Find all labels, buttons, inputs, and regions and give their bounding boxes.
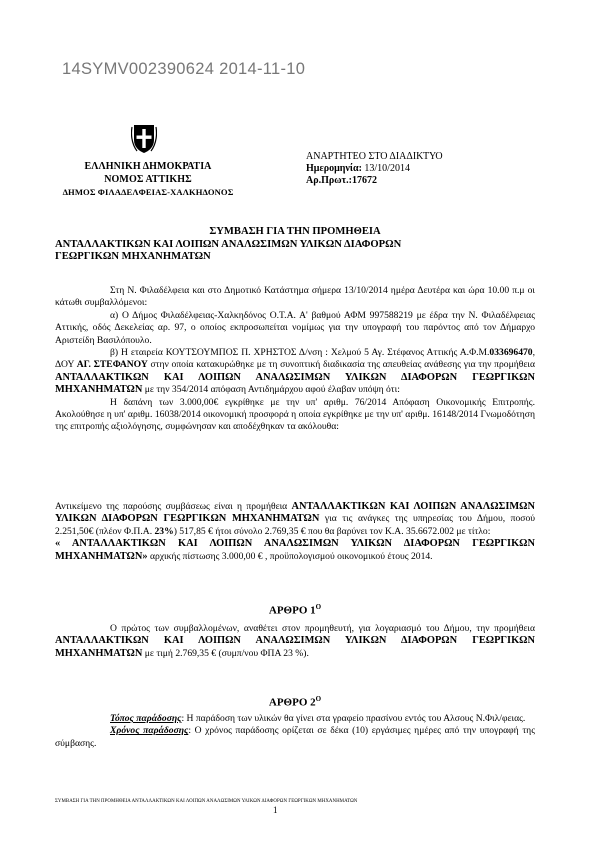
title-line-3: ΓΕΩΡΓΙΚΩΝ ΜΗΧΑΝΗΜΑΤΩΝ (55, 251, 211, 262)
issuer-prefecture: ΝΟΜΟΣ ΑΤΤΙΚΗΣ (104, 174, 192, 185)
preamble-text-1: Στη Ν. Φιλαδέλφεια και στο Δημοτικό Κατάστημα σήμερα 13/10/2014 ημέρα Δευτέρα και ώρα 10.00 π.μ οι κάτωθι συμβαλλόμενοι: (55, 285, 535, 309)
contract-title (55, 226, 535, 264)
issuer-header (58, 160, 238, 199)
article-1-heading (55, 603, 535, 617)
delivery-place (55, 713, 535, 725)
supplier-doy: ΑΓ. ΣΤΕΦΑΝΟΥ (76, 359, 148, 371)
procurement-item: ΑΝΤΑΛΛΑΚΤΙΚΩΝ ΚΑΙ ΛΟΙΠΩΝ ΑΝΑΛΩΣΙΜΩΝ ΥΛΙΚΩΝ ΔΙΑΦΟΡΩΝ ΓΕΩΡΓΙΚΩΝ ΜΗΧΑΝΗΜΑΤΩΝ (55, 371, 535, 396)
protocol-label: Αρ.Πρωτ.: (306, 175, 352, 186)
issuer-municipality: ΔΗΜΟΣ ΦΙΛΑΔΕΛΦΕΙΑΣ-ΧΑΛΚΗΔΟΝΟΣ (62, 187, 234, 197)
preamble-paragraph-4 (55, 397, 535, 434)
article-1-item: ΑΝΤΑΛΛΑΚΤΙΚΩΝ ΚΑΙ ΛΟΙΠΩΝ ΑΝΑΛΩΣΙΜΩΝ ΥΛΙΚΩΝ ΔΙΑΦΟΡΩΝ ΓΕΩΡΓΙΚΩΝ ΜΗΧΑΝΗΜΑΤΩΝ (55, 635, 535, 659)
delivery-place-label: Τόπος παράδοσης (110, 713, 182, 724)
article-2-heading (55, 695, 535, 709)
subject-text-b: για τις ανάγκες της υπηρεσίας του Δήμου, ποσού 2.251,50€ (πλέον Φ.Π.Α. (55, 513, 535, 537)
preamble-text-3d: με την 354/2014 απόφαση Αντιδημάρχου αφού έλαβαν υπόψη ότι: (142, 384, 400, 396)
preamble-paragraph-2 (55, 310, 535, 347)
delivery-time-text: : Ο χρόνος παράδοσης ορίζεται σε δέκα (10) εργάσιμες ημέρες από την υπογραφή της σύμβασης. (55, 725, 535, 749)
subject-item: ΑΝΤΑΛΛΑΚΤΙΚΩΝ ΚΑΙ ΛΟΙΠΩΝ ΑΝΑΛΩΣΙΜΩΝ ΥΛΙΚΩΝ ΔΙΑΦΟΡΩΝ ΓΕΩΡΓΙΚΩΝ ΜΗΧΑΝΗΜΑΤΩΝ (55, 501, 535, 525)
supplier-afm: 033696470 (489, 347, 533, 359)
protocol-line (306, 175, 443, 187)
subject-text-d: αρχικής πίστωσης 3.000,00 € , προϋπολογισμού οικονομικού έτους 2014. (147, 550, 433, 562)
subject-text-a: Αντικείμενο της παρούσης συμβάσεως είναι η προμήθεια (55, 501, 292, 512)
publish-note: ΑΝΑΡΤΗΤΕΟ ΣΤΟ ΔΙΑΔΙΚΤΥΟ (306, 151, 443, 162)
preamble-text-3c: στην οποία κατακυρώθηκε με τη συνοπτική διαδικασία της απευθείας ανάθεσης για την προμήθεια (147, 359, 535, 371)
document-meta (306, 151, 443, 187)
article-2-sup: Ο (315, 695, 322, 703)
preamble-text-2: α) Ο Δήμος Φιλαδέλφειας-Χαλκηδόνος Ο.Τ.Α. Α' βαθμού ΑΦΜ 997588219 με έδρα την Ν. Φιλαδέλφειας Αττικής, οδός Δεκελείας αρ. 97, ο οποίος εκπροσωπείται νομίμως για την υπογραφή του παρόντος από τον Δήμαρχο Αριστείδη Βασιλόπουλο. (55, 309, 535, 346)
contract-preamble (55, 285, 535, 434)
delivery-time-label: Χρόνος παράδοσης (110, 725, 189, 737)
article-1-sup: Ο (315, 603, 322, 611)
article-2-body (55, 713, 535, 750)
preamble-text-3a: β) Η εταιρεία ΚΟΥΤΣΟΥΜΠΟΣ Π. ΧΡΗΣΤΟΣ Δ/νση : Χελμού 5 Αγ. Στέφανος Αττικής Α.Φ.Μ. (110, 347, 490, 359)
subject-text-c: ) 517,85 € ήτοι σύνολο 2.769,35 € που θα βαρύνει τον Κ.Α. 35.6672.002 με τίτλο: (173, 525, 491, 537)
page-number: 1 (273, 805, 278, 815)
article-1-text-a: Ο πρώτος των συμβαλλομένων, αναθέτει στον προμηθευτή, για λογαριασμό του Δήμου, την προμήθεια (110, 623, 535, 634)
preamble-text-3b: , ΔΟΥ (55, 347, 535, 371)
vat-rate: 23% (154, 525, 174, 537)
article-1-text-b: με τιμή 2.769,35 € (συμπ/νου ΦΠΑ 23 %). (142, 647, 309, 659)
date-line (306, 163, 443, 175)
article-2-title: ΑΡΘΡΟ 2 (268, 696, 316, 709)
budget-code-title: « ΑΝΤΑΛΛΑΚΤΙΚΩΝ ΚΑΙ ΛΟΙΠΩΝ ΑΝΑΛΩΣΙΜΩΝ ΥΛΙΚΩΝ ΔΙΑΦΟΡΩΝ ΓΕΩΡΓΙΚΩΝ ΜΗΧΑΝΗΜΑΤΩΝ» (55, 538, 535, 562)
issuer-country: ΕΛΛΗΝΙΚΗ ΔΗΜΟΚΡΑΤΙΑ (84, 161, 212, 172)
document-stamp: 14SYMV002390624 2014-11-10 (62, 60, 306, 78)
page-footer: ΣΥΜΒΑΣΗ ΓΙΑ ΤΗΝ ΠΡΟΜΗΘΕΙΑ ΑΝΤΑΛΛΑΚΤΙΚΩΝ ΚΑΙ ΛΟΙΠΩΝ ΑΝΑΛΩΣΙΜΩΝ ΥΛΙΚΩΝ ΔΙΑΦΟΡΩΝ ΓΕΩΡΓΙΚΩΝ ΜΗΧΑΝΗΜΑΤΩΝ (55, 799, 358, 804)
coat-of-arms-icon (131, 123, 157, 154)
date-label: Ημερομηνία: (306, 163, 362, 174)
article-1-title: ΑΡΘΡΟ 1 (268, 604, 316, 617)
delivery-time (55, 725, 535, 750)
title-line-2: ΑΝΤΑΛΛΑΚΤΙΚΩΝ ΚΑΙ ΛΟΙΠΩΝ ΑΝΑΛΩΣΙΜΩΝ ΥΛΙΚΩΝ ΔΙΑΦΟΡΩΝ (55, 238, 402, 250)
protocol-value: 17672 (351, 175, 377, 186)
delivery-place-text: : Η παράδοση των υλικών θα γίνει στα γραφείο πρασίνου εντός του Αλσους Ν.Φιλ/φειας. (181, 713, 526, 724)
title-line-1: ΣΥΜΒΑΣΗ ΓΙΑ ΤΗΝ ΠΡΟΜΗΘΕΙΑ (209, 226, 381, 237)
preamble-text-4: Η δαπάνη των 3.000,00€ εγκρίθηκε με την υπ' αριθμ. 76/2014 Απόφαση Οικονομικής Επιτροπής. Ακολούθησε η υπ' αριθμ. 16038/2014 οικονομική προσφορά η οποία εγκρίθηκε με την υπ' αριθμ. 16148/2014 Γνωμοδότηση της επιτροπής αξιολόγησης, συμφώνησαν και αποδέχθηκαν τα ακόλουθα: (55, 396, 535, 433)
article-1-body (55, 623, 535, 660)
preamble-paragraph-3 (55, 347, 535, 397)
date-value: 13/10/2014 (361, 163, 410, 174)
preamble-paragraph-1 (55, 285, 535, 310)
contract-subject (55, 501, 535, 563)
